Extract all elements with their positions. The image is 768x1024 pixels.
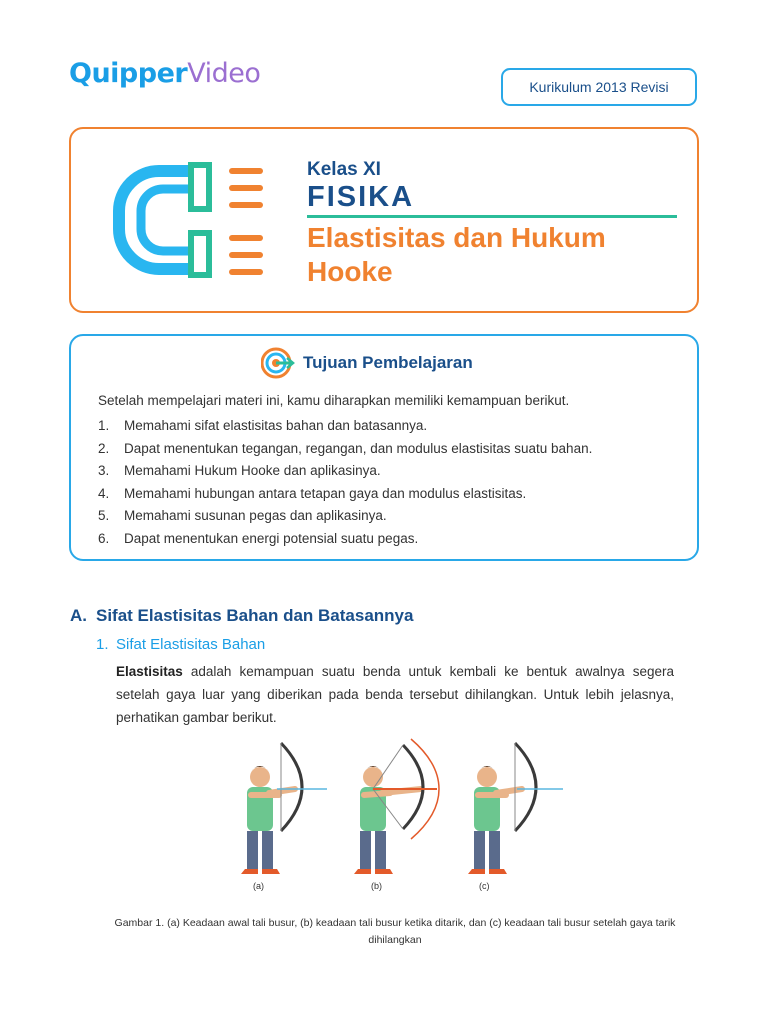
- body-paragraph: [116, 660, 674, 729]
- figure-label-a: (a): [253, 881, 264, 891]
- archer-illustration: [225, 735, 565, 897]
- logo-quipper-text: Quipper: [69, 58, 188, 89]
- list-item-number: 3.: [98, 463, 110, 478]
- archer-c-illustration: [468, 743, 563, 874]
- subject-title: FISIKA: [307, 181, 415, 213]
- learning-goals-card: [69, 334, 699, 561]
- list-item-text: Memahami susunan pegas dan aplikasinya.: [124, 508, 387, 523]
- bold-term: Elastisitas: [116, 664, 183, 679]
- figure-label-b: (b): [371, 881, 382, 891]
- paragraph-text: adalah kemampuan suatu benda untuk kembali ke bentuk awalnya segera setelah gaya luar yang diberikan pada benda tersebut dihilangkan. Untuk lebih jelasnya, perhatikan gambar berikut.: [116, 664, 674, 725]
- list-item: [98, 441, 592, 464]
- target-icon: [261, 347, 295, 379]
- figure-label-c: (c): [479, 881, 490, 891]
- list-item: [98, 531, 592, 554]
- list-item: [98, 418, 592, 441]
- section-letter: A.: [70, 606, 87, 625]
- section-title: Sifat Elastisitas Bahan dan Batasannya: [96, 606, 414, 625]
- list-item-text: Dapat menentukan tegangan, regangan, dan modulus elastisitas suatu bahan.: [124, 440, 593, 456]
- list-item-number: 4.: [98, 485, 110, 501]
- list-item-text: Memahami hubungan antara tetapan gaya dan modulus elastisitas.: [124, 485, 527, 501]
- curriculum-badge: Kurikulum 2013 Revisi: [501, 68, 697, 106]
- learning-goals-list: [98, 418, 592, 553]
- list-item: [98, 486, 592, 509]
- list-item-number: 2.: [98, 440, 110, 456]
- list-item-number: 6.: [98, 530, 110, 546]
- class-label: Kelas XI: [307, 159, 381, 180]
- list-item: [98, 463, 592, 486]
- subsection-number: 1.: [96, 636, 109, 653]
- learning-goals-title: Tujuan Pembelajaran: [303, 353, 473, 372]
- list-item-number: 1.: [98, 418, 110, 433]
- archer-b-illustration: [354, 739, 439, 874]
- title-divider: [307, 215, 677, 218]
- list-item-number: 5.: [98, 508, 110, 523]
- figure-caption: Gambar 1. (a) Keadaan awal tali busur, (b) keadaan tali busur ketika ditarik, dan (c) keadaan tali busur setelah gaya tarik dihilangkan: [114, 917, 676, 946]
- section-heading: [70, 606, 413, 626]
- list-item-text: Dapat menentukan energi potensial suatu pegas.: [124, 530, 419, 546]
- list-item-text: Memahami sifat elastisitas bahan dan batasannya.: [124, 418, 428, 433]
- quipper-video-logo: [69, 58, 260, 89]
- title-card: [69, 127, 699, 313]
- archer-a-illustration: [241, 743, 327, 874]
- learning-goals-header: [261, 347, 473, 379]
- subsection-heading: [96, 636, 265, 653]
- list-item-text: Memahami Hukum Hooke dan aplikasinya.: [124, 463, 381, 478]
- magnet-icon: [111, 159, 281, 289]
- logo-video-text: Video: [187, 58, 261, 89]
- archer-figure: [225, 735, 565, 897]
- learning-goals-intro: Setelah mempelajari materi ini, kamu diharapkan memiliki kemampuan berikut.: [98, 393, 570, 408]
- subsection-title: Sifat Elastisitas Bahan: [116, 636, 266, 653]
- topic-title: Elastisitas dan Hukum Hooke: [307, 222, 606, 287]
- list-item: [98, 508, 592, 531]
